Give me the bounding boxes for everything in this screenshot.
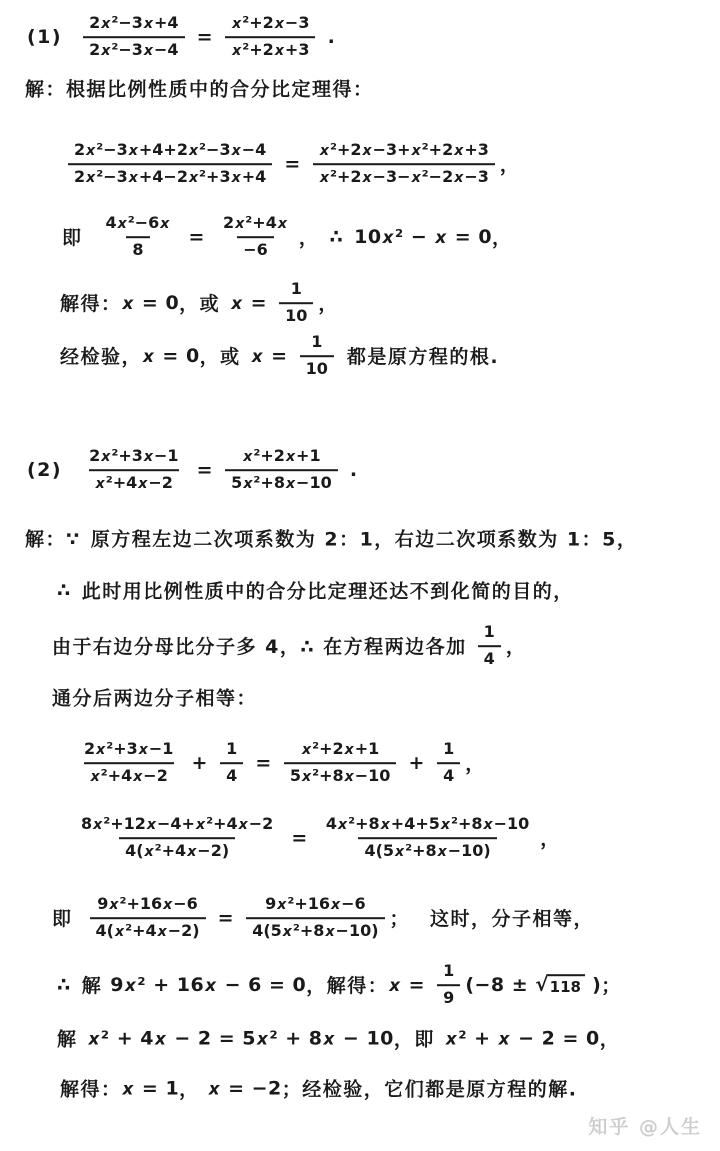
spacer: [78, 1038, 88, 1039]
part1-equation: [27, 13, 335, 61]
numerator: 2x²−3x+4: [89, 13, 179, 33]
numerator: 4x²−6x: [105, 213, 170, 233]
denominator: 4(5x²+8x−10): [358, 837, 496, 862]
text-run: ，: [599, 1028, 621, 1051]
part2-solve-numerator: [57, 961, 622, 1009]
text-run: ，: [499, 154, 521, 177]
math-expression: .: [342, 459, 358, 481]
math-expression: +: [184, 752, 216, 774]
math-expression: x =: [231, 292, 275, 314]
numerator: 1: [226, 739, 238, 759]
fraction: [220, 739, 243, 787]
spacer: [72, 985, 82, 986]
fraction: [437, 961, 460, 1009]
text-run: 原方程左边二次项系数为 2：1，右边二次项系数为 1：5，: [90, 528, 638, 551]
text-run: ，: [492, 227, 513, 250]
part2-equation-plus-quarter: [73, 739, 486, 787]
spacer: [62, 470, 78, 471]
numerator: 2x²+3x−1: [84, 739, 174, 759]
part2-numerators-equal: [52, 894, 594, 942]
numerator: x²+2x+1: [243, 446, 321, 466]
fraction: [279, 279, 313, 327]
watermark: 知乎 @人生: [588, 1116, 702, 1138]
text-run: ，: [465, 753, 486, 776]
spacer: [319, 237, 329, 238]
math-expression: 10x² − x = 0: [354, 226, 493, 248]
denominator: 4: [478, 645, 501, 670]
part2-solve-denominator: [57, 1025, 620, 1052]
denominator: 4: [220, 762, 243, 787]
denominator: 10: [300, 355, 334, 380]
text-run: ，: [318, 293, 339, 316]
text-run: 此时用比例性质中的合分比定理还达不到化简的目的，: [81, 580, 574, 603]
math-expression: =: [189, 26, 221, 48]
part2-common-denominator-note: [52, 684, 257, 711]
spacer: [83, 237, 95, 238]
math-expression: .: [320, 26, 336, 48]
fraction: [300, 332, 334, 380]
denominator: 2x²−3x−4: [83, 36, 184, 61]
text-run: ∴: [329, 226, 345, 248]
text-run: ，解得：: [306, 975, 389, 998]
numerator: 4x²+8x+4+5x²+8x−10: [325, 814, 530, 834]
text-run: 解: [57, 1028, 78, 1051]
text-run: ，: [540, 828, 561, 851]
numerator: 1: [311, 332, 323, 352]
denominator: 10: [279, 302, 313, 327]
denominator: 2x²−3x+4−2x²+3x+4: [68, 163, 272, 188]
part1-roots: [60, 279, 339, 327]
text-run: ，: [298, 227, 320, 250]
denominator: x²+2x+3: [225, 36, 315, 61]
text-run: ，即: [393, 1028, 435, 1051]
text-run: (2): [27, 459, 63, 481]
text-run: 解：根据比例性质中的合分比定理得：: [25, 78, 374, 101]
numerator: 2x²+3x−1: [89, 446, 179, 466]
denominator: 5x²+8x−10: [284, 762, 397, 787]
math-expression: ): [584, 974, 602, 996]
square-root: [535, 974, 585, 996]
math-expression: x² + 4x − 2 = 5x² + 8x − 10: [88, 1027, 394, 1049]
denominator: 4(5x²+8x−10): [246, 917, 384, 942]
numerator: 1: [443, 739, 455, 759]
numerator: 2x²−3x+4+2x²−3x−4: [74, 140, 267, 160]
math-expression: x = 1: [122, 1077, 180, 1099]
spacer: [81, 538, 91, 539]
fraction: [478, 622, 501, 670]
radical-sign: √: [535, 972, 549, 996]
math-expression: (−8 ±: [465, 974, 536, 996]
spacer: [344, 237, 354, 238]
math-expression: =: [189, 459, 221, 481]
text-run: 通分后两边分子相等：: [52, 687, 258, 710]
math-expression: 9x² + 16x − 6 = 0: [110, 974, 307, 996]
part2-final-roots: [60, 1075, 577, 1102]
numerator: 9x²+16x−6: [97, 894, 198, 914]
part1-verification: [60, 332, 499, 380]
denominator: x²+4x−2: [84, 762, 174, 787]
fraction: [100, 213, 177, 261]
numerator: 1: [443, 961, 455, 981]
spacer: [102, 985, 110, 986]
text-run: 解：∵: [25, 528, 81, 551]
radicand: 118: [548, 974, 585, 996]
math-expression: x =: [251, 345, 295, 367]
spacer: [220, 303, 230, 304]
math-expression: x = 0: [143, 345, 200, 367]
text-run: 解得：: [60, 293, 122, 316]
text-run: 即: [52, 908, 73, 931]
denominator: x²+2x−3−x²−2x−3: [313, 163, 495, 188]
part2-reason-coefficients: [25, 525, 637, 552]
text-run: 由于右边分母比分子多 4，∴ 在方程两边各加: [52, 636, 467, 659]
math-expression: =: [284, 827, 315, 849]
spacer: [241, 356, 251, 357]
numerator: x²+2x−3: [232, 13, 310, 33]
spacer: [72, 590, 82, 591]
spacer: [62, 37, 78, 38]
spacer: [200, 1088, 208, 1089]
text-run: ，: [505, 636, 527, 659]
text-run: ，或: [199, 346, 241, 369]
part2-equation: [27, 446, 358, 494]
numerator: 9x²+16x−6: [265, 894, 366, 914]
denominator: 5x²+8x−10: [225, 469, 338, 494]
denominator: 4(x²+4x−2): [119, 837, 235, 862]
denominator: 4: [437, 762, 460, 787]
spacer: [339, 356, 347, 357]
denominator: x²+4x−2: [89, 469, 179, 494]
math-expression: =: [277, 153, 308, 175]
part1-solution-intro: [25, 75, 374, 102]
part2-reason-conclusion: [57, 577, 574, 604]
part1-simplified: [62, 213, 513, 261]
text-run: 这时，分子相等，: [430, 908, 595, 931]
numerator: 2x²+4x: [223, 213, 287, 233]
fraction: [246, 894, 384, 942]
text-run: ，或: [179, 293, 221, 316]
part2-add-quarter: [52, 622, 526, 670]
fraction: [217, 213, 294, 261]
text-run: 都是原方程的根.: [346, 346, 500, 369]
text-run: ；: [389, 908, 411, 931]
math-expression: x = −2: [208, 1077, 282, 1099]
numerator: x²+2x+1: [302, 739, 380, 759]
fraction: [78, 739, 179, 787]
denominator: 8: [126, 236, 149, 261]
math-expression: =: [210, 907, 242, 929]
numerator: 1: [290, 279, 302, 299]
math-expression: =: [248, 752, 279, 774]
fraction: [83, 13, 184, 61]
text-run: ，: [179, 1078, 200, 1101]
spacer: [410, 918, 430, 919]
fraction: [90, 894, 206, 942]
fraction: [313, 140, 495, 188]
numerator: x²+2x−3+x²+2x+3: [319, 140, 489, 160]
part2-expanded: [70, 814, 561, 862]
spacer: [435, 1038, 445, 1039]
text-run: ；: [601, 975, 622, 998]
fraction: [68, 140, 272, 188]
math-expression: x² + x − 2 = 0: [445, 1027, 600, 1049]
math-expression: x = 0: [122, 292, 180, 314]
numerator: 1: [483, 622, 495, 642]
text-run: (1): [27, 26, 63, 48]
text-run: 经检验，: [60, 346, 143, 369]
spacer: [73, 918, 85, 919]
denominator: 4(x²+4x−2): [90, 917, 206, 942]
text-run: ∴: [57, 579, 72, 601]
fraction: [284, 739, 397, 787]
math-expression: x =: [389, 974, 433, 996]
fraction: [225, 446, 338, 494]
text-run: 即: [62, 227, 83, 250]
fraction: [320, 814, 535, 862]
text-run: 解: [81, 975, 103, 998]
fraction: [75, 814, 279, 862]
fraction: [225, 13, 315, 61]
numerator: 8x²+12x−4+x²+4x−2: [81, 814, 274, 834]
math-expression: +: [401, 752, 433, 774]
denominator: −6: [237, 236, 274, 261]
fraction: [83, 446, 184, 494]
text-run: ∴: [57, 974, 72, 996]
text-run: 解得：: [60, 1078, 122, 1101]
math-expression: =: [181, 226, 213, 248]
fraction: [437, 739, 460, 787]
denominator: 9: [437, 984, 460, 1009]
spacer: [467, 646, 473, 647]
text-run: ；经检验，它们都是原方程的解.: [281, 1078, 578, 1101]
part1-combined-ratio: [63, 140, 520, 188]
